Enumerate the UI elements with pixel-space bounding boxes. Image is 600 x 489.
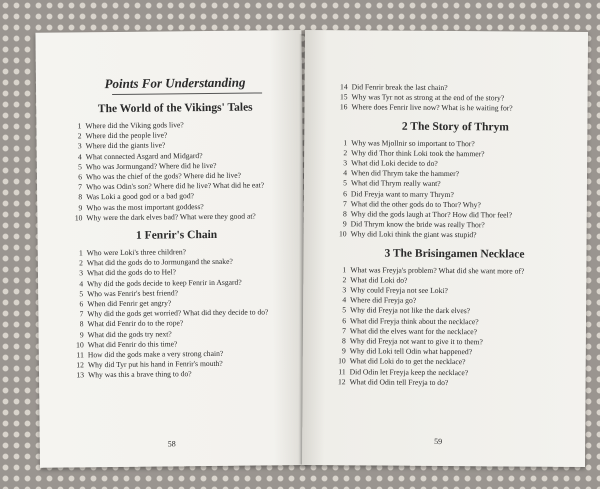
question-text: What did Odin tell Freyja to do?	[349, 377, 449, 387]
question-item	[73, 369, 283, 381]
question-number: 11	[338, 366, 346, 376]
question-text: Did Fenrir break the last chain?	[351, 82, 448, 93]
question-text: What did Thrym really want?	[350, 178, 441, 189]
question-text: Where did the giants live?	[85, 140, 166, 151]
open-book	[40, 30, 585, 465]
question-number: 16	[339, 102, 348, 112]
question-number: 7	[78, 182, 83, 192]
question-list	[70, 119, 281, 223]
question-text: Why did Loki tell Odin what happened?	[349, 346, 473, 357]
question-list	[335, 265, 574, 389]
question-text: Who was Jormungand? Where did he live?	[85, 160, 217, 172]
question-text: Did Freyja want to marry Thrym?	[350, 188, 454, 199]
question-text: Was Loki a good god or a bad god?	[86, 191, 195, 202]
title-rule	[112, 92, 262, 95]
question-number: 10	[76, 340, 84, 350]
page-number-right: 59	[434, 436, 443, 446]
question-number: 4	[79, 278, 84, 289]
question-text: Why was Tyr not as strong at the end of the story?	[351, 92, 505, 103]
question-number: 9	[342, 219, 347, 229]
question-number: 7	[79, 309, 84, 319]
question-text: What did Fenrir do this time?	[87, 339, 178, 350]
left-page-content	[70, 74, 283, 381]
question-number: 4	[77, 151, 82, 161]
question-text: What did the gods try next?	[87, 329, 172, 339]
question-number: 1	[78, 248, 83, 258]
question-text: Who was the chief of the gods? Where did he live?	[85, 170, 242, 182]
left-page	[35, 30, 306, 468]
question-number: 5	[78, 162, 82, 172]
question-text: Why did Freyja not like the dark elves?	[350, 305, 471, 316]
question-text: What connected Asgard and Midgard?	[85, 150, 203, 161]
left-sections	[70, 101, 283, 381]
section-title: The World of the Vikings' Tales	[97, 101, 253, 116]
question-item	[71, 211, 281, 223]
question-text: Why were the dark elves bad? What were they good at?	[86, 211, 256, 223]
question-number: 6	[343, 188, 347, 198]
question-text: Where does Fenrir live now? What is he waiting for?	[351, 102, 513, 113]
question-number: 8	[342, 209, 347, 219]
question-number: 3	[343, 158, 348, 168]
question-number: 6	[342, 315, 347, 325]
question-number: 10	[338, 356, 346, 366]
page-number-left: 58	[167, 439, 176, 449]
question-text: Who was the most important goddess?	[86, 201, 204, 212]
question-text: What did the other gods do to Thor? Why?	[350, 199, 481, 210]
question-number: 1	[343, 137, 348, 147]
question-number: 10	[338, 229, 347, 239]
question-item	[335, 377, 573, 389]
question-text: What did Loki do to get the necklace?	[349, 356, 466, 367]
section-title: 2 The Story of Thrym	[401, 120, 509, 134]
right-page	[302, 30, 588, 467]
question-number: 15	[339, 92, 348, 102]
question-text: What did Loki do?	[350, 275, 408, 285]
question-text: When did Thrym take the hammer?	[351, 168, 460, 179]
question-number: 10	[74, 213, 83, 223]
question-text: Why did Loki think the giant was stupid?	[350, 229, 477, 240]
question-text: What did Fenrir do to the rope?	[87, 318, 184, 329]
question-text: Why could Freyja not see Loki?	[350, 285, 448, 296]
question-number: 9	[341, 346, 346, 356]
question-text: How did the gods make a very strong chain?	[87, 348, 224, 360]
question-number: 11	[76, 350, 84, 360]
question-text: Where did the people live?	[85, 130, 168, 141]
question-number: 12	[76, 360, 84, 370]
question-number: 2	[343, 148, 348, 158]
question-text: Why did the gods decide to keep Fenrir in Asgard?	[87, 277, 242, 288]
question-text: Did Odin let Freyja keep the necklace?	[349, 367, 469, 377]
question-text: Who was Fenrir's best friend?	[87, 288, 179, 299]
question-number: 7	[342, 326, 346, 336]
question-list	[336, 138, 575, 242]
question-list	[72, 246, 283, 381]
question-number: 14	[340, 82, 348, 92]
question-text: Who was Odin's son? Where did he live? What did he eat?	[86, 180, 265, 192]
question-text: What did Freyja think about the necklace?	[349, 315, 479, 326]
question-number: 4	[342, 295, 347, 305]
question-text: Why did Freyja not want to give it to them?	[349, 336, 483, 347]
question-number: 5	[79, 289, 84, 299]
right-sections	[335, 120, 575, 389]
question-number: 9	[79, 329, 84, 340]
question-text: Did Thrym know the bride was really Thor?	[350, 219, 485, 230]
question-number: 8	[78, 192, 83, 202]
right-page-content	[335, 82, 575, 389]
question-text: When did Fenrir get angry?	[87, 298, 172, 309]
question-number: 1	[77, 121, 82, 131]
question-text: Why was this a brave thing to do?	[88, 369, 192, 380]
question-number: 12	[337, 377, 346, 387]
question-number: 6	[79, 299, 84, 309]
question-text: What did Loki decide to do?	[351, 158, 438, 168]
question-text: What was Freyja's problem? What did she want more of?	[350, 264, 525, 276]
question-number: 4	[343, 168, 348, 178]
question-text: Where did the Viking gods live?	[85, 120, 184, 131]
question-number: 2	[342, 275, 347, 285]
section-title: 1 Fenrir's Chain	[135, 228, 218, 242]
question-number: 9	[78, 202, 83, 212]
question-text: Why was Mjollnir so important to Thor?	[351, 137, 475, 148]
question-number: 6	[78, 172, 83, 182]
question-text: What did the gods do to Hel?	[86, 267, 177, 278]
question-number: 3	[77, 141, 82, 151]
question-text: Who were Loki's three children?	[86, 247, 187, 258]
question-number: 2	[77, 131, 82, 141]
question-item	[336, 230, 574, 242]
question-text: Why did Tyr put his hand in Fenrir's mouth?	[87, 359, 223, 370]
question-number: 8	[342, 336, 346, 346]
question-number: 5	[343, 178, 347, 188]
continued-question-list	[336, 82, 574, 114]
question-number: 3	[79, 268, 84, 278]
question-text: Why did Thor think Loki took the hammer?	[351, 148, 485, 159]
question-item	[336, 103, 574, 115]
question-text: Why did the gods get worried? What did they decide to do?	[87, 307, 269, 319]
question-number: 7	[342, 199, 347, 209]
question-number: 2	[79, 258, 83, 268]
question-number: 8	[79, 319, 84, 329]
question-number: 1	[342, 264, 347, 274]
section-title: 3 The Brisingamen Necklace	[384, 247, 525, 261]
question-number: 3	[342, 285, 347, 295]
question-text: Why did the gods laugh at Thor? How did Thor feel?	[350, 209, 513, 220]
question-text: What did the elves want for the necklace?	[349, 326, 478, 337]
question-text: What did the gods do to Jormungand the snake?	[86, 256, 233, 268]
question-number: 13	[76, 370, 85, 380]
question-text: Where did Freyja go?	[350, 295, 417, 306]
page-title: Points For Understanding	[104, 74, 246, 92]
question-number: 5	[342, 305, 347, 315]
